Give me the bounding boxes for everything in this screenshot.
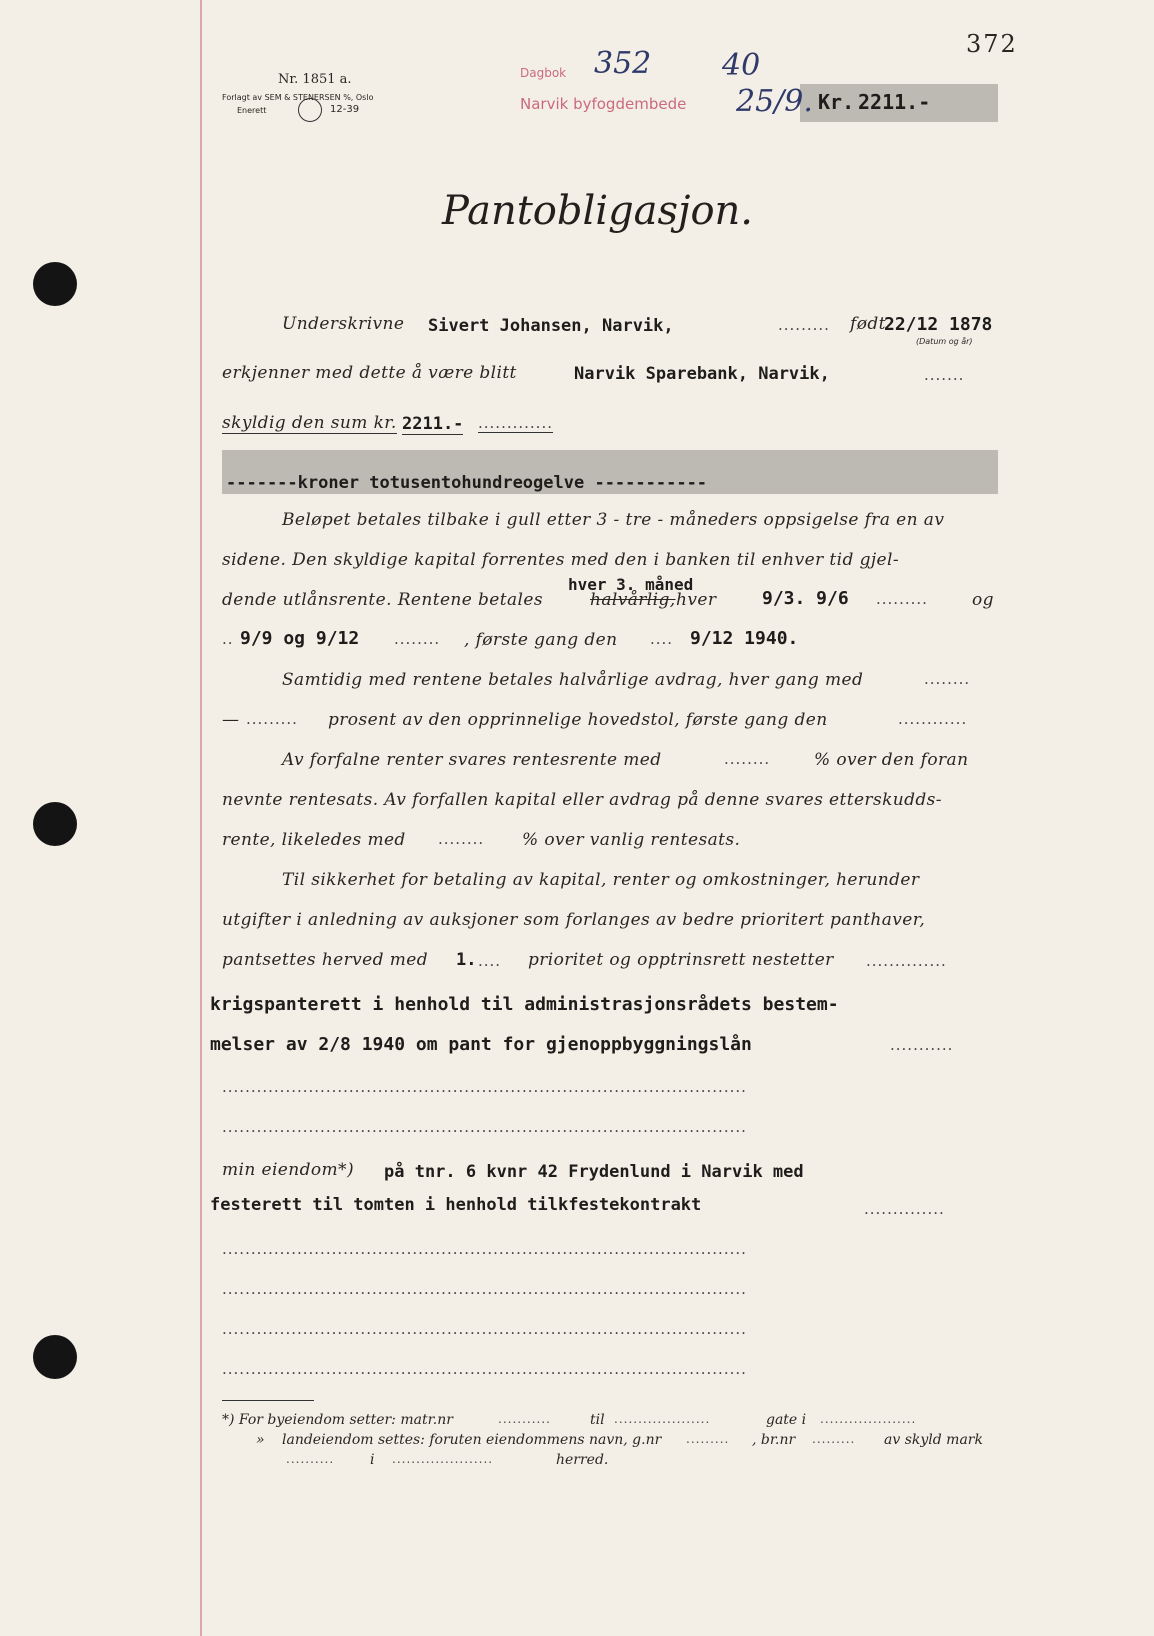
label-skyldig: skyldig den sum kr. bbox=[222, 413, 397, 433]
text-line: utgifter i anledning av auksjoner som forlanges av bedre prioritert panthaver, bbox=[222, 910, 926, 930]
dotted-fill: ........ bbox=[724, 750, 771, 768]
debtor-name: Sivert Johansen, Narvik, bbox=[428, 316, 674, 336]
text-line: min eiendom*) bbox=[222, 1160, 354, 1180]
handwritten-entry-number: 352 bbox=[594, 46, 652, 81]
label-fodt: født bbox=[850, 314, 886, 334]
publisher-code: 12-39 bbox=[330, 104, 360, 115]
punch-hole bbox=[33, 262, 77, 306]
dotted-fill: ........... bbox=[890, 1036, 954, 1054]
dotted-fill: ......... bbox=[812, 1432, 856, 1446]
dotted-fill: ......... bbox=[876, 590, 928, 608]
text-line: Beløpet betales tilbake i gull etter 3 - tre - måneders oppsigelse fra en av bbox=[282, 510, 945, 530]
footnote-text: til bbox=[590, 1412, 605, 1428]
text-line: Til sikkerhet for betaling av kapital, renter og omkostninger, herunder bbox=[282, 870, 920, 890]
inserted-interval: hver 3. måned bbox=[568, 575, 694, 594]
dotted-fill: ..................... bbox=[392, 1452, 494, 1466]
dotted-fill: .............. bbox=[866, 952, 947, 970]
dotted-fill: .... bbox=[478, 952, 502, 970]
label-erkjenner: erkjenner med dette å være blitt bbox=[222, 363, 517, 383]
property-text: festerett til tomten i henhold tilkfestekontrakt bbox=[210, 1195, 702, 1215]
footnote-text: » bbox=[256, 1432, 265, 1448]
dotted-fill: ......... bbox=[778, 316, 830, 334]
form-number: Nr. 1851 a. bbox=[278, 72, 352, 87]
publisher-line: Forlagt av SEM & STENERSEN %, Oslo bbox=[222, 93, 374, 102]
dotted-fill: ......... bbox=[246, 710, 298, 728]
stamp-office: Narvik byfogdembede bbox=[520, 95, 687, 113]
interest-dates-2: 9/9 og 9/12 bbox=[240, 628, 360, 649]
margin-line bbox=[200, 0, 202, 1636]
dotted-fill: .............. bbox=[864, 1200, 945, 1218]
handwritten-date: 25/9. bbox=[736, 84, 813, 119]
text-line: sidene. Den skyldige kapital forrentes med den i banken til enhver tid gjel- bbox=[222, 550, 899, 570]
text-line: dende utlånsrente. Rentene betales bbox=[222, 590, 543, 610]
footnote-rule bbox=[222, 1400, 314, 1401]
struck-word: halvårlig, bbox=[590, 590, 676, 610]
dotted-fill: .. bbox=[222, 630, 234, 648]
handwritten-year: 40 bbox=[722, 48, 761, 83]
property-text: på tnr. 6 kvnr 42 Frydenlund i Narvik med bbox=[384, 1162, 804, 1182]
dotted-fill: .................... bbox=[614, 1412, 711, 1426]
debt-amount: 2211.- bbox=[402, 414, 464, 434]
amount-value: 2211.- bbox=[858, 90, 931, 114]
dotted-line: ........................................................................................... bbox=[222, 1118, 747, 1136]
page-number: 372 bbox=[966, 30, 1018, 58]
dotted-fill: ............. bbox=[478, 414, 553, 432]
dotted-fill: ....... bbox=[924, 366, 965, 384]
dotted-fill: .................... bbox=[820, 1412, 917, 1426]
document-title: Pantobligasjon. bbox=[442, 188, 754, 234]
birth-date-note: (Datum og år) bbox=[916, 337, 973, 346]
label-underskrivne: Underskrivne bbox=[282, 314, 405, 334]
text-line: hver bbox=[676, 590, 717, 610]
text-line: % over den foran bbox=[814, 750, 969, 770]
dotted-fill: ........ bbox=[394, 630, 441, 648]
dotted-fill: ........ bbox=[924, 670, 971, 688]
footnote-text: i bbox=[370, 1452, 375, 1468]
dotted-fill: ............ bbox=[898, 710, 968, 728]
text-line: % over vanlig rentesats. bbox=[522, 830, 741, 850]
dotted-line: ........................................................................................... bbox=[222, 1078, 747, 1096]
publisher-logo-icon bbox=[298, 98, 322, 122]
footnote-text: gate i bbox=[766, 1412, 807, 1428]
text-og: og bbox=[972, 590, 994, 610]
dotted-line: ........................................................................................... bbox=[222, 1360, 747, 1378]
amount-label: Kr. bbox=[818, 90, 855, 114]
footnote-text: *) For byeiendom setter: matr.nr bbox=[222, 1412, 453, 1428]
dotted-fill: ........ bbox=[438, 830, 485, 848]
text-line: prosent av den opprinnelige hovedstol, første gang den bbox=[328, 710, 828, 730]
footnote-text: herred. bbox=[556, 1452, 609, 1468]
collateral-text: krigspanterett i henhold til administrasjonsrådets bestem- bbox=[210, 994, 839, 1015]
dotted-fill: ......... bbox=[686, 1432, 730, 1446]
dotted-fill: .... bbox=[650, 630, 674, 648]
stamp-dagbok: Dagbok bbox=[520, 66, 567, 80]
dotted-line: ........................................................................................... bbox=[222, 1280, 747, 1298]
dotted-line: ........................................................................................... bbox=[222, 1320, 747, 1338]
punch-hole bbox=[33, 802, 77, 846]
priority-number: 1. bbox=[456, 950, 477, 970]
footnote-text: , br.nr bbox=[752, 1432, 796, 1448]
footnote-text: landeiendom settes: foruten eiendommens navn, g.nr bbox=[282, 1432, 662, 1448]
interest-dates: 9/3. 9/6 bbox=[762, 588, 849, 609]
text-line: rente, likeledes med bbox=[222, 830, 406, 850]
text-dash: — bbox=[222, 710, 240, 730]
text-line: , første gang den bbox=[464, 630, 618, 650]
publisher-enerett: Enerett bbox=[237, 106, 267, 115]
text-line: nevnte rentesats. Av forfallen kapital eller avdrag på denne svares etterskudds- bbox=[222, 790, 942, 810]
footnote-text: av skyld mark bbox=[884, 1432, 983, 1448]
text-line: prioritet og opptrinsrett nestetter bbox=[528, 950, 834, 970]
dotted-line: ........................................................................................... bbox=[222, 1240, 747, 1258]
text-line: Av forfalne renter svares rentesrente med bbox=[282, 750, 662, 770]
creditor-bank: Narvik Sparebank, Narvik, bbox=[574, 364, 830, 384]
first-payment-date: 9/12 1940. bbox=[690, 628, 799, 649]
text-line: Samtidig med rentene betales halvårlige avdrag, hver gang med bbox=[282, 670, 864, 690]
birth-date: 22/12 1878 bbox=[884, 314, 993, 335]
dotted-fill: .......... bbox=[286, 1452, 335, 1466]
dotted-fill: ........... bbox=[498, 1412, 551, 1426]
collateral-text: melser av 2/8 1940 om pant for gjenoppbyggningslån bbox=[210, 1034, 752, 1055]
amount-in-words: -------kroner totusentohundreogelve ----------- bbox=[226, 473, 708, 493]
punch-hole bbox=[33, 1335, 77, 1379]
text-line: pantsettes herved med bbox=[222, 950, 428, 970]
